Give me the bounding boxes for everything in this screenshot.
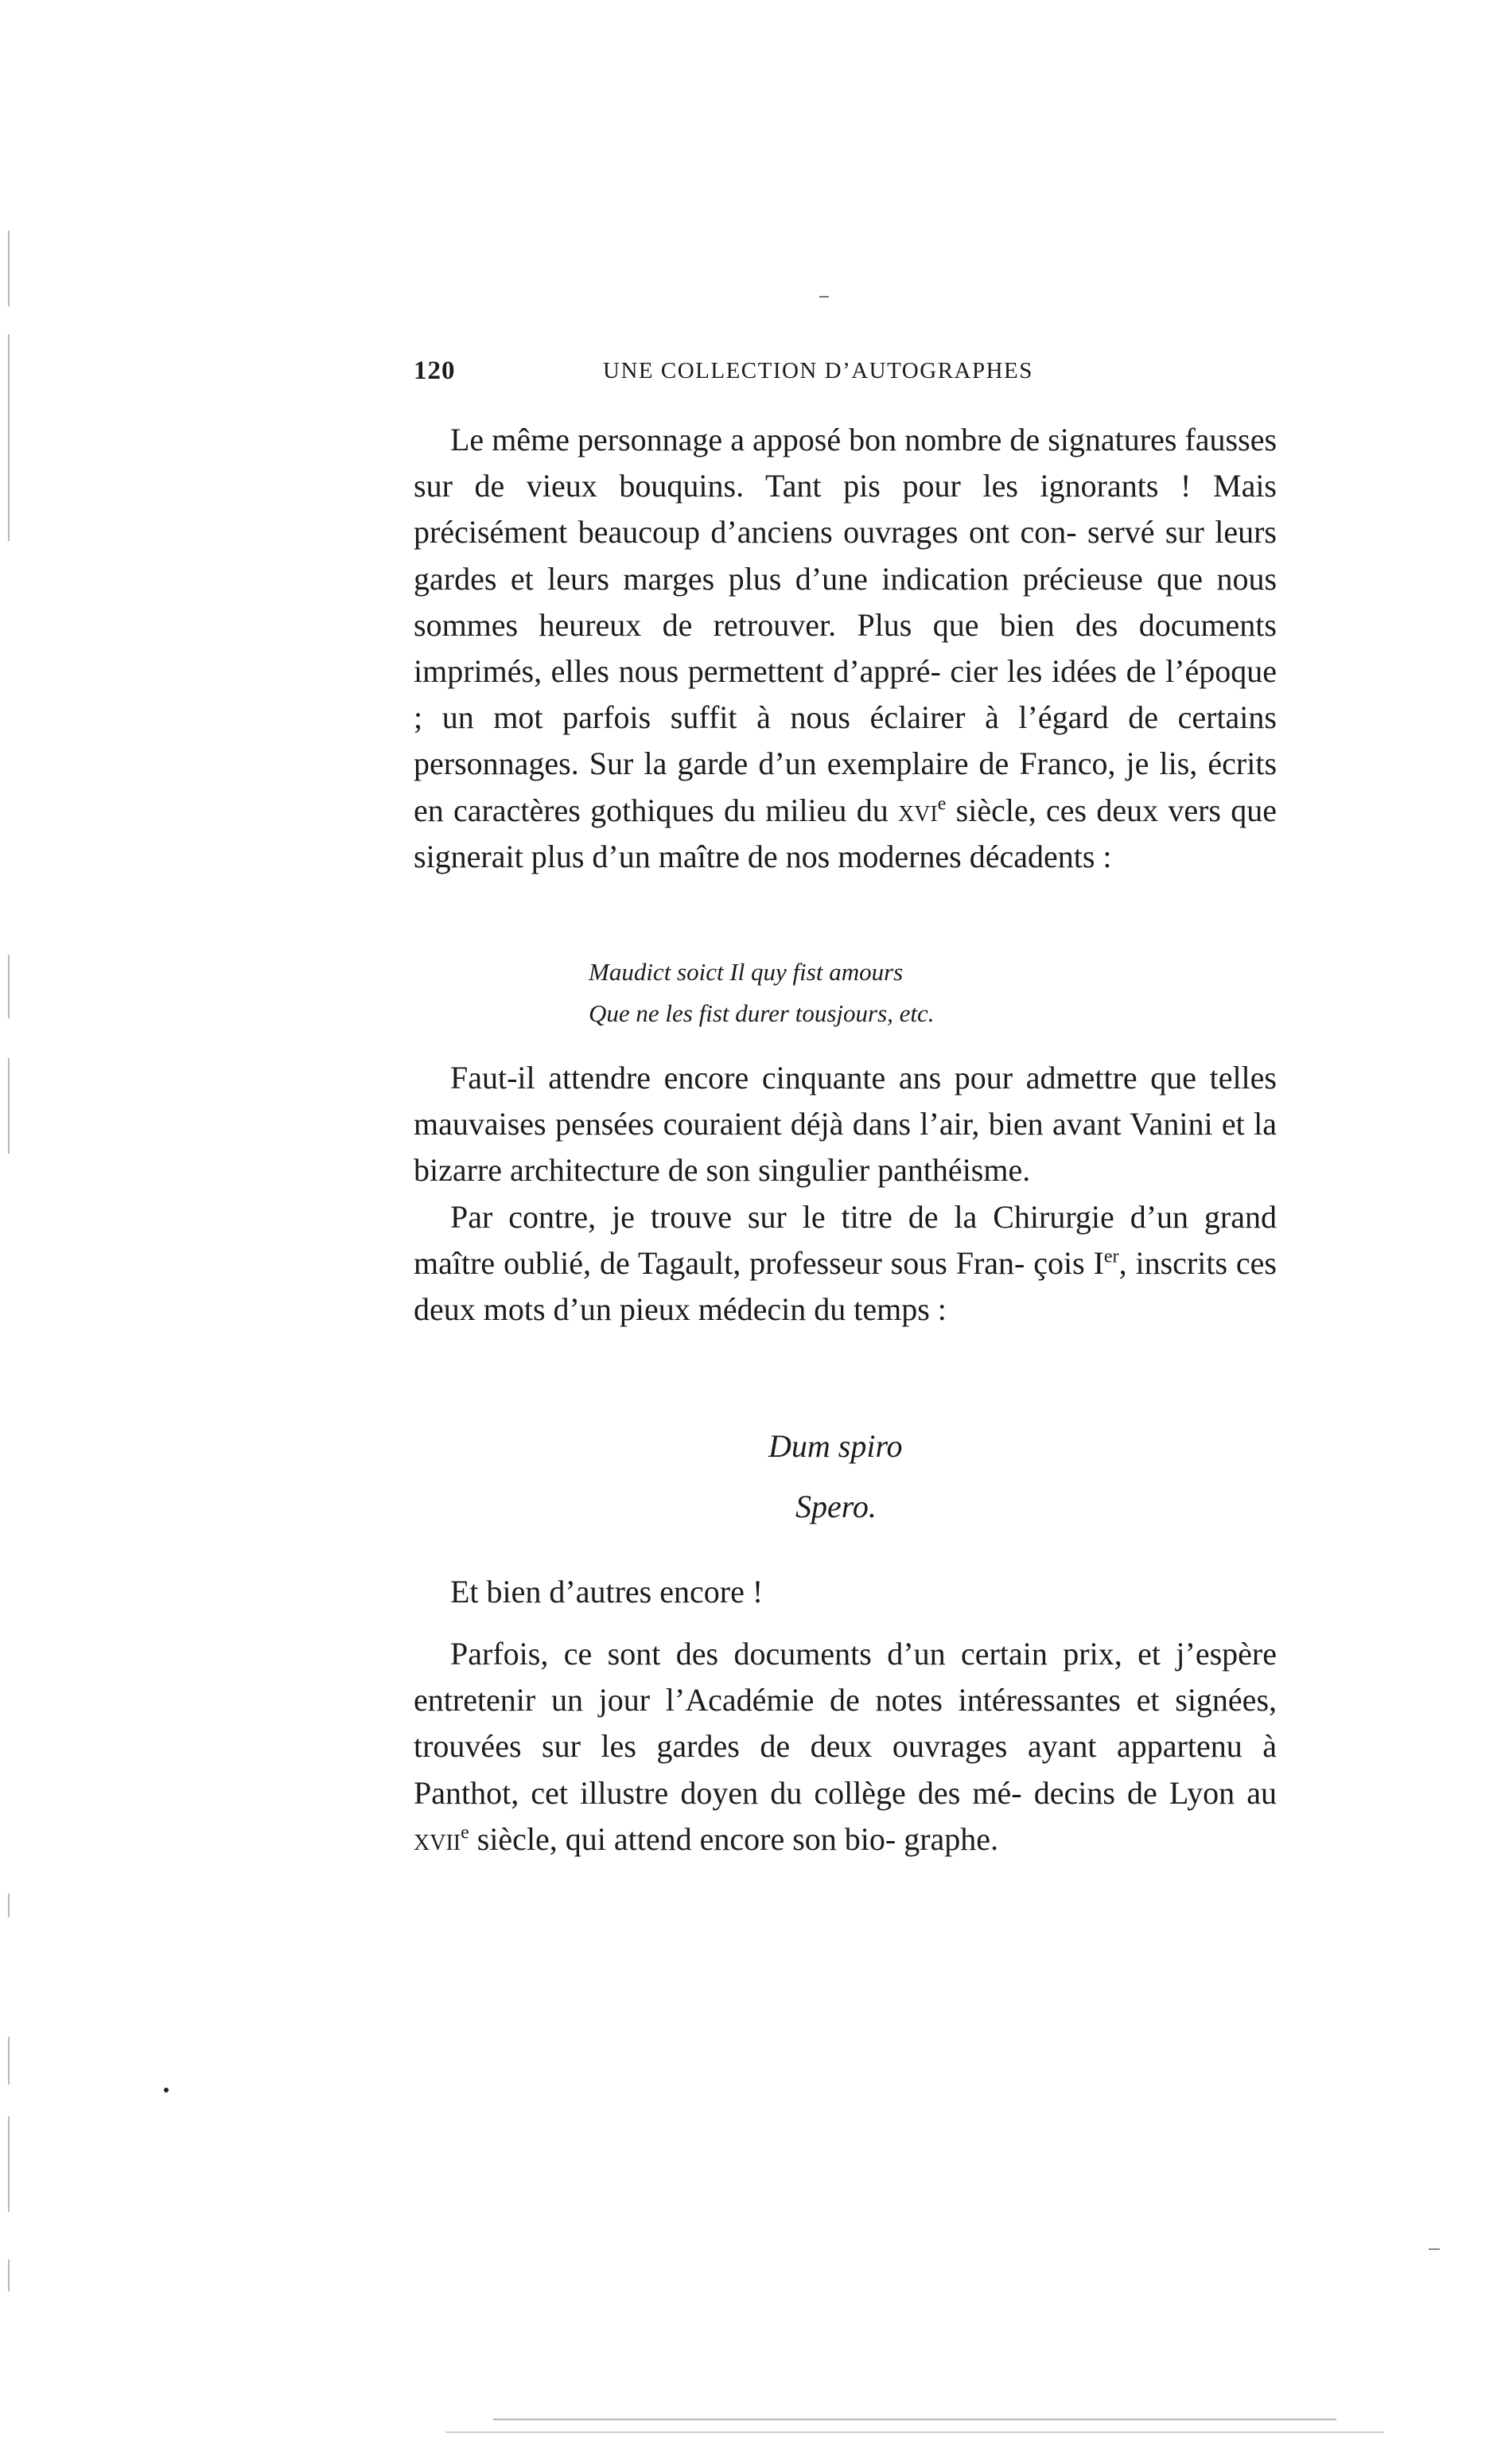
text-line: exemplaire de Franco, je lis, écrits en caractères gothiques xyxy=(414,745,1278,828)
superscript: er xyxy=(1103,1246,1119,1267)
paragraph-text xyxy=(414,1194,1277,1333)
century-numeral: xvii xyxy=(414,1820,461,1857)
left-scan-margin-mark xyxy=(8,231,10,306)
bottom-scan-rule xyxy=(493,2419,1336,2420)
text-line: servé sur leurs gardes et leurs marges plus d’une indication xyxy=(414,514,1277,597)
text-line: cier les idées de l’époque ; un mot parfois suffit à nous xyxy=(414,653,1278,736)
century-numeral: xvi xyxy=(897,792,938,828)
paragraph-text xyxy=(414,1055,1277,1194)
text-line: telles mauvaises pensées couraient déjà dans l’air, bien avant xyxy=(414,1060,1277,1142)
paragraph-4 xyxy=(414,1569,1277,1615)
superscript: e xyxy=(937,793,947,815)
text-line: précieuse que nous sommes heureux de retrouver. Plus que xyxy=(414,560,1278,643)
text-line: bien des documents imprimés, elles nous permettent d’appré- xyxy=(414,606,1277,690)
paragraph-text xyxy=(414,1631,1277,1863)
left-scan-margin-mark xyxy=(8,2260,10,2291)
left-scan-margin-mark xyxy=(8,955,10,1018)
text-line: Parfois, ce sont des documents d’un certain prix, et j’espère xyxy=(450,1636,1277,1672)
text-line: temps : xyxy=(854,1291,947,1328)
text-line: du milieu du xyxy=(723,792,898,828)
text-line: Vanini et la bizarre architecture de son singulier panthéisme. xyxy=(414,1106,1277,1189)
verse-line-2: Que ne les fist durer tousjours, etc. xyxy=(589,999,935,1027)
text-line: Par contre, je trouve sur le titre de la Chirurgie d’un xyxy=(450,1199,1189,1235)
left-scan-margin-mark xyxy=(8,334,10,541)
verse-line-1: Maudict soict Il quy fist amours xyxy=(589,958,904,986)
running-head: UNE COLLECTION D’AUTOGRAPHES xyxy=(603,358,1033,383)
text-line: fausses sur de vieux bouquins. Tant pis pour les ignorants ! xyxy=(414,422,1278,504)
text-line: decins de Lyon au xyxy=(1033,1774,1277,1811)
text-line: éclairer à l’égard de certains personnages. Sur la garde d’un xyxy=(414,699,1277,782)
text-line: entretenir un jour l’Académie de notes intéressantes et xyxy=(414,1682,1160,1719)
paragraph-text xyxy=(414,417,1277,880)
motto-line-1: Dum spiro xyxy=(768,1428,903,1464)
text-line: siècle, qui attend encore son bio- xyxy=(469,1820,896,1857)
text-line: signées, trouvées sur les gardes de deux ouvrages ayant xyxy=(414,1682,1278,1765)
paragraph-5 xyxy=(414,1631,1277,1863)
paragraph-text: Et bien d’autres encore ! xyxy=(450,1574,764,1610)
top-scan-dot xyxy=(819,296,829,298)
text-line: çois I xyxy=(1033,1245,1104,1282)
superscript: e xyxy=(461,1822,469,1843)
left-scan-margin-mark xyxy=(8,2037,10,2084)
text-line: graphe. xyxy=(904,1820,999,1857)
speck xyxy=(164,2088,169,2092)
left-scan-margin-mark xyxy=(8,1058,10,1154)
bottom-scan-rule xyxy=(445,2431,1384,2433)
paragraph-2 xyxy=(414,1055,1277,1194)
paragraph-3 xyxy=(414,1194,1277,1333)
text-line: siècle, ces deux vers que signerait plus xyxy=(414,792,1277,874)
text-line: Le même personnage a apposé bon nombre de signatures xyxy=(450,422,1177,457)
text-line: appartenu à Panthot, cet illustre doyen du collège des mé- xyxy=(414,1728,1278,1811)
text-line: d’un maître de nos modernes décadents : xyxy=(592,838,1112,874)
text-line: Faut-il attendre encore cinquante ans pour admettre que xyxy=(450,1060,1196,1096)
text-line: grand maître oublié, de Tagault, professeur sous Fran- xyxy=(414,1199,1277,1282)
paragraph-1 xyxy=(414,417,1277,880)
text-line: , inscrits ces deux mots d’un pieux médecin du xyxy=(414,1245,1277,1328)
left-scan-margin-mark xyxy=(8,2116,10,2212)
page-header xyxy=(414,356,1277,396)
page-number: 120 xyxy=(414,356,456,385)
speck xyxy=(1429,2248,1440,2250)
left-scan-margin-mark xyxy=(8,1894,10,1917)
motto-line-2: Spero. xyxy=(795,1489,877,1524)
text-line: Mais précisément beaucoup d’anciens ouvrages ont con- xyxy=(414,468,1277,551)
